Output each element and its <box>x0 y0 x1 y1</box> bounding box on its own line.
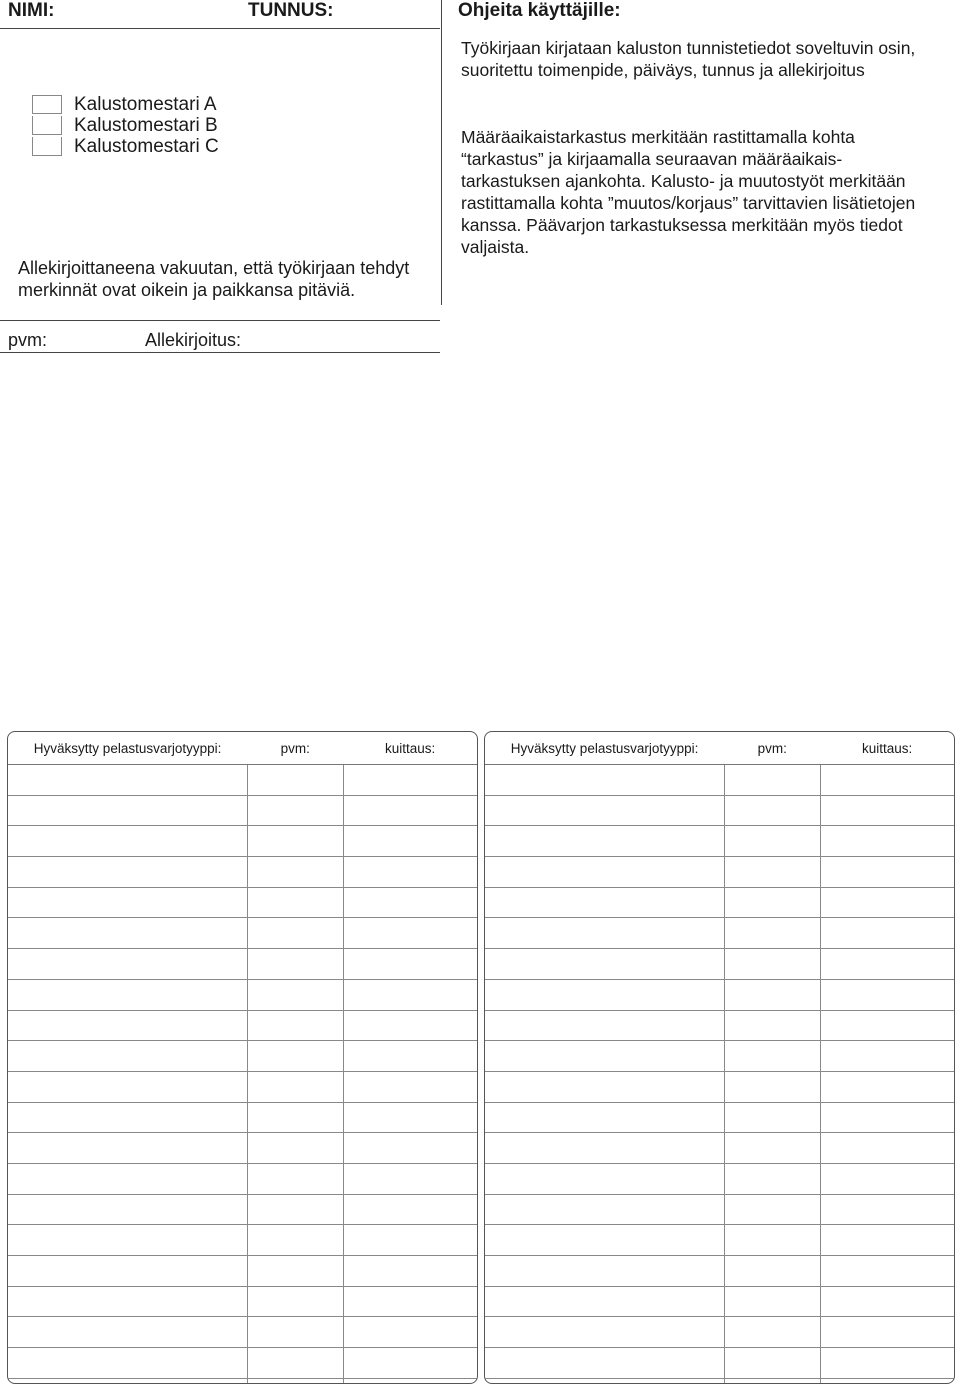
table-cell[interactable] <box>724 1163 820 1194</box>
table-cell[interactable] <box>343 1133 477 1164</box>
table-cell[interactable] <box>8 979 247 1010</box>
table-row <box>8 979 477 1010</box>
table-cell[interactable] <box>343 918 477 949</box>
table-cell[interactable] <box>343 1225 477 1256</box>
table-cell[interactable] <box>820 1163 954 1194</box>
table-row <box>8 1041 477 1072</box>
checkbox[interactable] <box>32 95 62 114</box>
tunnus-label: TUNNUS: <box>248 0 334 21</box>
table-cell[interactable] <box>247 1133 343 1164</box>
table-cell[interactable] <box>8 949 247 980</box>
table-cell[interactable] <box>343 887 477 918</box>
table-cell[interactable] <box>8 1041 247 1072</box>
nimi-label: NIMI: <box>8 0 55 21</box>
column-header-type: Hyväksytty pelastusvarjotyyppi: <box>8 732 247 765</box>
table-cell[interactable] <box>485 1194 724 1225</box>
table-row <box>8 1378 477 1384</box>
signature-top-line <box>0 320 440 321</box>
table-cell[interactable] <box>8 918 247 949</box>
table-row <box>8 1133 477 1164</box>
table-cell[interactable] <box>247 795 343 826</box>
table-cell[interactable] <box>8 1071 247 1102</box>
table-cell[interactable] <box>343 1286 477 1317</box>
column-header-date: pvm: <box>247 732 343 765</box>
table-cell[interactable] <box>247 1348 343 1379</box>
table-cell[interactable] <box>343 1010 477 1041</box>
table-row <box>8 1194 477 1225</box>
table-row <box>8 1348 477 1379</box>
table-cell[interactable] <box>820 1010 954 1041</box>
table-cell[interactable] <box>247 1286 343 1317</box>
table-row <box>485 887 954 918</box>
table-cell[interactable] <box>820 1041 954 1072</box>
table-cell[interactable] <box>343 1071 477 1102</box>
role-option-label: Kalustomestari A <box>74 94 217 115</box>
table-cell[interactable] <box>343 949 477 980</box>
table-cell[interactable] <box>724 1378 820 1384</box>
table-row <box>8 1163 477 1194</box>
table-row <box>8 1256 477 1287</box>
table-cell[interactable] <box>8 1378 247 1384</box>
table-cell[interactable] <box>820 1133 954 1164</box>
instructions-paragraph-2: Määräaikaistarkastus merkitään rastittamalla kohta “tarkastus” ja kirjaamalla seuraavan määräaikais-tarkastuksen ajankohta. Kalusto- ja muutostyöt merkitään rastittamalla kohta ”muutos/korjaus” tarvittavien lisätietojen kanssa. Päävarjon tarkastuksessa merkitään myös tiedot valjaista. <box>461 127 916 257</box>
table-cell[interactable] <box>8 1102 247 1133</box>
table-row <box>8 1317 477 1348</box>
table-cell[interactable] <box>8 826 247 857</box>
table-cell[interactable] <box>724 1010 820 1041</box>
table-cell[interactable] <box>8 1010 247 1041</box>
checkbox[interactable] <box>32 137 62 156</box>
table-cell[interactable] <box>820 826 954 857</box>
table-row <box>8 857 477 888</box>
table-row <box>8 1225 477 1256</box>
table-cell[interactable] <box>724 1194 820 1225</box>
table-row <box>485 1256 954 1287</box>
table-cell[interactable] <box>485 1256 724 1287</box>
table-cell[interactable] <box>247 1378 343 1384</box>
table-row <box>485 1102 954 1133</box>
table-cell[interactable] <box>343 1041 477 1072</box>
table-cell[interactable] <box>724 918 820 949</box>
table-cell[interactable] <box>485 1378 724 1384</box>
date-label: pvm: <box>8 330 48 350</box>
table-cell[interactable] <box>247 1071 343 1102</box>
table-cell[interactable] <box>247 765 343 796</box>
table-cell[interactable] <box>485 1102 724 1133</box>
table-cell[interactable] <box>485 918 724 949</box>
table-cell[interactable] <box>485 795 724 826</box>
table-cell[interactable] <box>820 887 954 918</box>
table-cell[interactable] <box>247 1194 343 1225</box>
table-cell[interactable] <box>343 1194 477 1225</box>
table-cell[interactable] <box>724 1317 820 1348</box>
table-row <box>485 857 954 888</box>
table-row <box>485 1317 954 1348</box>
table-cell[interactable] <box>8 765 247 796</box>
table-cell[interactable] <box>8 1348 247 1379</box>
table-cell[interactable] <box>485 826 724 857</box>
table-row <box>485 1071 954 1102</box>
table-row <box>8 765 477 796</box>
table-cell[interactable] <box>820 1225 954 1256</box>
table-cell[interactable] <box>485 857 724 888</box>
table-cell[interactable] <box>820 1348 954 1379</box>
table-cell[interactable] <box>485 949 724 980</box>
table-cell[interactable] <box>724 1256 820 1287</box>
table-row <box>485 918 954 949</box>
table-cell[interactable] <box>343 1348 477 1379</box>
table-cell[interactable] <box>485 1163 724 1194</box>
table-cell[interactable] <box>485 1286 724 1317</box>
column-header-date: pvm: <box>724 732 820 765</box>
header-underline <box>0 28 440 29</box>
table-cell[interactable] <box>8 887 247 918</box>
table-cell[interactable] <box>247 1102 343 1133</box>
table-cell[interactable] <box>247 1225 343 1256</box>
table-row <box>8 1071 477 1102</box>
table-cell[interactable] <box>485 1071 724 1102</box>
table-cell[interactable] <box>724 1102 820 1133</box>
table-row <box>8 826 477 857</box>
table-cell[interactable] <box>820 1286 954 1317</box>
role-option-label: Kalustomestari C <box>74 136 219 157</box>
role-option-a[interactable] <box>32 94 219 115</box>
role-checkbox-list <box>32 94 219 157</box>
table-body <box>8 765 477 1385</box>
table-cell[interactable] <box>247 1010 343 1041</box>
table-body <box>485 765 954 1385</box>
table-cell[interactable] <box>820 1378 954 1384</box>
table-cell[interactable] <box>724 949 820 980</box>
table-cell[interactable] <box>247 1256 343 1287</box>
table-cell[interactable] <box>820 765 954 796</box>
checkbox[interactable] <box>32 116 62 135</box>
table-cell[interactable] <box>485 887 724 918</box>
table-cell[interactable] <box>343 765 477 796</box>
role-option-c[interactable] <box>32 136 219 157</box>
table-cell[interactable] <box>343 1102 477 1133</box>
table-cell[interactable] <box>485 1317 724 1348</box>
table-cell[interactable] <box>724 1133 820 1164</box>
table-cell[interactable] <box>247 1041 343 1072</box>
table-cell[interactable] <box>820 857 954 888</box>
table-cell[interactable] <box>724 979 820 1010</box>
table-cell[interactable] <box>247 949 343 980</box>
table-cell[interactable] <box>343 1378 477 1384</box>
table-cell[interactable] <box>485 765 724 796</box>
table-row <box>8 795 477 826</box>
table-cell[interactable] <box>485 1010 724 1041</box>
signature-label: Allekirjoitus: <box>145 330 242 350</box>
table-row <box>485 1286 954 1317</box>
table-cell[interactable] <box>820 1194 954 1225</box>
signature-line[interactable] <box>0 352 440 353</box>
table-row <box>485 1348 954 1379</box>
table-cell[interactable] <box>724 1071 820 1102</box>
table-cell[interactable] <box>8 1194 247 1225</box>
table-cell[interactable] <box>485 1133 724 1164</box>
table-cell[interactable] <box>8 1163 247 1194</box>
table-cell[interactable] <box>724 795 820 826</box>
table-row <box>8 1010 477 1041</box>
table-cell[interactable] <box>724 857 820 888</box>
table-cell[interactable] <box>343 826 477 857</box>
table-row <box>8 887 477 918</box>
table-cell[interactable] <box>485 1041 724 1072</box>
table-row <box>8 918 477 949</box>
table-row <box>8 1102 477 1133</box>
table-row <box>485 1010 954 1041</box>
instructions-title: Ohjeita käyttäjille: <box>458 0 621 21</box>
table-cell[interactable] <box>724 887 820 918</box>
column-header-sign: kuittaus: <box>820 732 954 765</box>
table-cell[interactable] <box>724 1286 820 1317</box>
table-cell[interactable] <box>485 979 724 1010</box>
table-cell[interactable] <box>247 918 343 949</box>
table-cell[interactable] <box>247 887 343 918</box>
table-cell[interactable] <box>8 857 247 888</box>
table-row <box>485 765 954 796</box>
table-row <box>8 949 477 980</box>
table-cell[interactable] <box>820 979 954 1010</box>
table-cell[interactable] <box>8 1286 247 1317</box>
table-row <box>485 1378 954 1384</box>
table-cell[interactable] <box>343 795 477 826</box>
table-cell[interactable] <box>724 1225 820 1256</box>
table-cell[interactable] <box>724 1348 820 1379</box>
table-row <box>8 1286 477 1317</box>
table-cell[interactable] <box>724 765 820 796</box>
table-cell[interactable] <box>820 1256 954 1287</box>
table-cell[interactable] <box>820 1071 954 1102</box>
table-cell[interactable] <box>724 1041 820 1072</box>
table-cell[interactable] <box>724 826 820 857</box>
approval-table-right <box>484 731 955 1384</box>
table-cell[interactable] <box>820 1102 954 1133</box>
approval-table-left <box>7 731 478 1384</box>
table-cell[interactable] <box>485 1225 724 1256</box>
table-row <box>485 1225 954 1256</box>
table-cell[interactable] <box>8 1133 247 1164</box>
declaration-text: Allekirjoittaneena vakuutan, että työkirjaan tehdyt merkinnät ovat oikein ja paikkansa pitäviä. <box>18 258 410 300</box>
table-row <box>485 1163 954 1194</box>
role-option-label: Kalustomestari B <box>74 115 218 136</box>
table-cell[interactable] <box>247 979 343 1010</box>
table-row <box>485 1194 954 1225</box>
table-cell[interactable] <box>8 1317 247 1348</box>
table-row <box>485 826 954 857</box>
table-cell[interactable] <box>820 949 954 980</box>
table-cell[interactable] <box>247 857 343 888</box>
table-cell[interactable] <box>820 795 954 826</box>
table-cell[interactable] <box>247 826 343 857</box>
table-row <box>485 1133 954 1164</box>
table-cell[interactable] <box>8 1225 247 1256</box>
table-cell[interactable] <box>247 1163 343 1194</box>
table-cell[interactable] <box>485 1348 724 1379</box>
table-cell[interactable] <box>343 1163 477 1194</box>
table-row <box>485 979 954 1010</box>
table-cell[interactable] <box>8 795 247 826</box>
column-header-type: Hyväksytty pelastusvarjotyyppi: <box>485 732 724 765</box>
table-cell[interactable] <box>343 979 477 1010</box>
table-cell[interactable] <box>820 918 954 949</box>
column-header-sign: kuittaus: <box>343 732 477 765</box>
table-cell[interactable] <box>820 1317 954 1348</box>
table-row <box>485 1041 954 1072</box>
table-cell[interactable] <box>8 1256 247 1287</box>
table-cell[interactable] <box>343 1256 477 1287</box>
table-row <box>485 795 954 826</box>
table-cell[interactable] <box>343 857 477 888</box>
instructions-paragraph-1: Työkirjaan kirjataan kaluston tunnistetiedot soveltuvin osin, suoritettu toimenpide, päiväys, tunnus ja allekirjoitus <box>461 38 916 80</box>
table-cell[interactable] <box>247 1317 343 1348</box>
role-option-b[interactable] <box>32 115 219 136</box>
table-row <box>485 949 954 980</box>
table-cell[interactable] <box>343 1317 477 1348</box>
